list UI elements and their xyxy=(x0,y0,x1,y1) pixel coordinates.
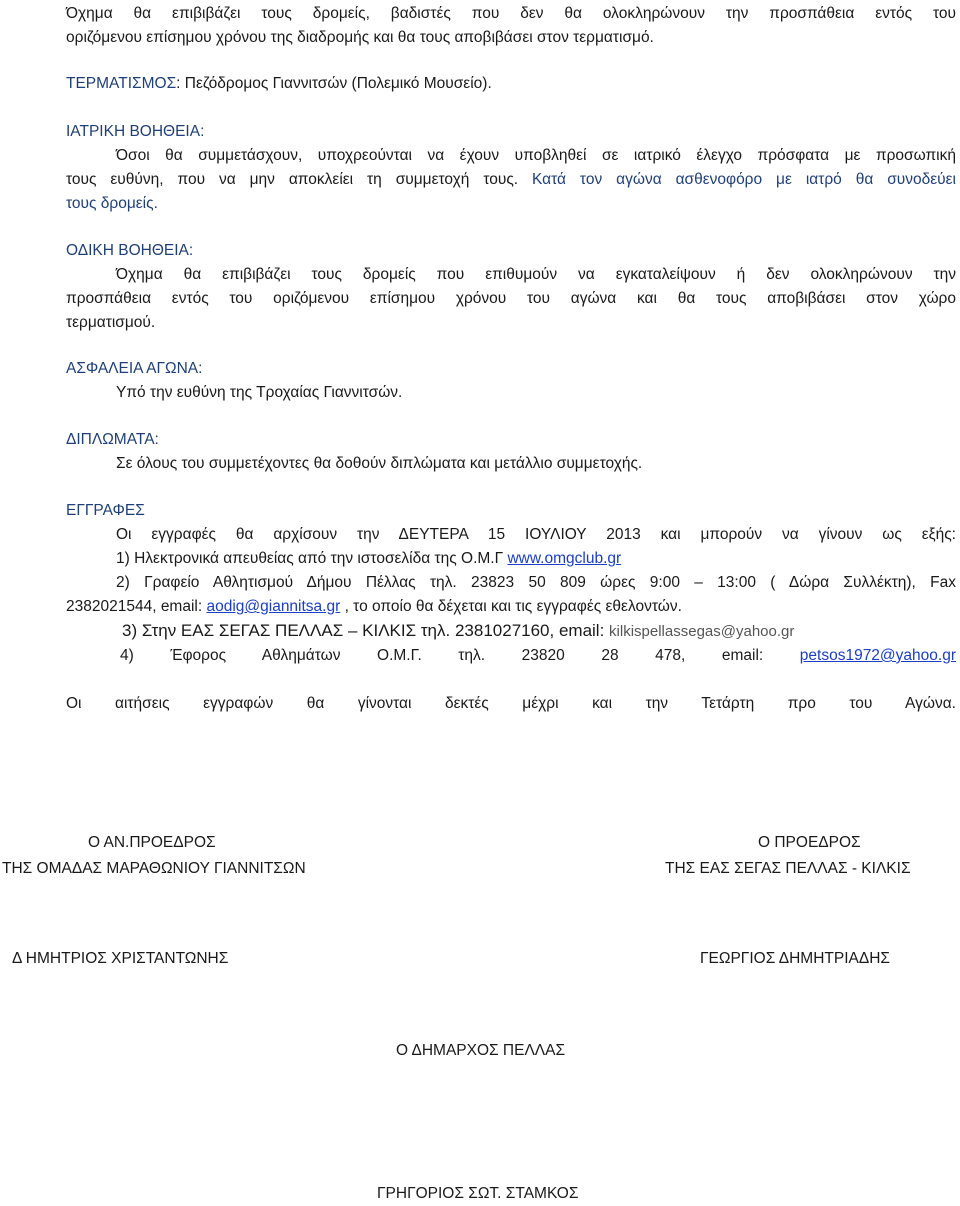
finish-heading: ΤΕΡΜΑΤΙΣΜΟΣ xyxy=(66,75,177,92)
medical-line-2 xyxy=(66,168,956,192)
registration-item-4 xyxy=(66,644,956,668)
finish-line-section xyxy=(66,72,956,96)
petsos-email-link[interactable]: petsos1972@yahoo.gr xyxy=(799,647,956,664)
medical-line-2a: τους ευθύνη, που να μην αποκλείει τη συμμετοχή τους. xyxy=(66,171,533,188)
right-signatory-org: ΤΗΣ ΕΑΣ ΣΕΓΑΣ ΠΕΛΛΑΣ - ΚΙΛΚΙΣ xyxy=(665,860,911,877)
registration-line-1: Οι εγγραφές θα αρχίσουν την ΔΕΥΤΕΡΑ 15 ΙΟΥΛΙΟΥ 2013 και μπορούν να γίνουν ως εξής: xyxy=(116,526,956,543)
finish-text: : Πεζόδρομος Γιαννιτσών (Πολεμικό Μουσείο). xyxy=(176,75,492,92)
intro-line-2: οριζόμενου επίσημου χρόνου της διαδρομής και θα τους αποβιβάσει στον τερματισμό. xyxy=(66,29,654,46)
right-signatory-title: Ο ΠΡΟΕΔΡΟΣ xyxy=(758,834,861,851)
road-line-2: προσπάθεια εντός του οριζόμενου επίσημου χρόνου του αγώνα και θα τους αποβιβάσει στον χώρο xyxy=(66,290,956,307)
medical-section xyxy=(66,120,956,216)
registration-item-2-fax: 2382021544, email: xyxy=(66,598,207,615)
road-line-3: τερματισμού. xyxy=(66,314,156,331)
medical-line-3: τους δρομείς. xyxy=(66,195,158,212)
omgclub-link[interactable]: www.omgclub.gr xyxy=(507,550,622,567)
medical-heading: ΙΑΤΡΙΚΗ ΒΟΗΘΕΙΑ: xyxy=(66,123,205,140)
registration-item-2-line-2 xyxy=(66,595,956,619)
diplomas-heading: ΔΙΠΛΩΜΑΤΑ: xyxy=(66,431,159,448)
road-heading: ΟΔΙΚΗ ΒΟΗΘΕΙΑ: xyxy=(66,242,194,259)
intro-paragraph xyxy=(66,2,956,50)
intro-line-1: Όχημα θα επιβιβάζει τους δρομείς, βαδιστές που δεν θα ολοκληρώνουν την προσπάθεια εντός του xyxy=(66,5,956,22)
medical-line-1: Όσοι θα συμμετάσχουν, υποχρεούνται να έχουν υποβληθεί σε ιατρικό έλεγχο πρόσφατα με προσωπική xyxy=(116,147,956,164)
diplomas-text: Σε όλους του συμμετέχοντες θα δοθούν διπλώματα και μετάλλιο συμμετοχής. xyxy=(116,455,643,472)
kilkis-email: kilkispellassegas@yahoo.gr xyxy=(609,623,795,640)
registration-heading: ΕΓΓΡΑΦΕΣ xyxy=(66,502,145,519)
registration-item-2-tail: , το οποίο θα δέχεται και τις εγγραφές εθελοντών. xyxy=(340,598,682,615)
registration-item-4-text: 4) Έφορος Αθλημάτων Ο.Μ.Γ. τηλ. 23820 28 478, email: xyxy=(120,647,800,664)
diplomas-section xyxy=(66,428,956,476)
registration-item-3 xyxy=(66,619,956,644)
road-line-1: Όχημα θα επιβιβάζει τους δρομείς που επιθυμούν να εγκαταλείψουν ή δεν ολοκληρώνουν την xyxy=(116,266,956,283)
registration-item-2-line-1: 2) Γραφείο Αθλητισμού Δήμου Πέλλας τηλ. 23823 50 809 ώρες 9:00 – 13:00 ( Δώρα Συλλέκτη), Fax xyxy=(116,574,956,591)
registration-item-3-text: 3) Στην ΕΑΣ ΣΕΓΑΣ ΠΕΛΛΑΣ – ΚΙΛΚΙΣ τηλ. 2381027160, email: xyxy=(122,621,610,640)
registration-section xyxy=(66,499,956,668)
mayor-title: Ο ΔΗΜΑΡΧΟΣ ΠΕΛΛΑΣ xyxy=(396,1042,566,1059)
registration-item-1-text: 1) Ηλεκτρονικά απευθείας από την ιστοσελίδα της Ο.Μ.Γ xyxy=(116,550,508,567)
left-signatory-title: Ο ΑΝ.ΠΡΟΕΔΡΟΣ xyxy=(88,834,216,851)
registration-item-1 xyxy=(66,547,956,571)
medical-line-2b: Κατά τον αγώνα ασθενοφόρο με ιατρό θα συνοδεύει xyxy=(532,171,956,188)
right-signatory-name: ΓΕΩΡΓΙΟΣ ΔΗΜΗΤΡΙΑΔΗΣ xyxy=(700,950,890,967)
aodig-email-link[interactable]: aodig@giannitsa.gr xyxy=(206,598,341,615)
left-signatory-name: Δ ΗΜΗΤΡΙΟΣ ΧΡΙΣΤΑΝΤΩΝΗΣ xyxy=(12,950,229,967)
safety-text: Υπό την ευθύνη της Τροχαίας Γιαννιτσών. xyxy=(116,384,403,401)
safety-heading: ΑΣΦΑΛΕΙΑ ΑΓΩΝΑ: xyxy=(66,360,203,377)
deadline-text: Οι αιτήσεις εγγραφών θα γίνονται δεκτές μέχρι και την Τετάρτη προ του Αγώνα. xyxy=(66,695,956,712)
road-assistance-section xyxy=(66,239,956,335)
mayor-name: ΓΡΗΓΟΡΙΟΣ ΣΩΤ. ΣΤΑΜΚΟΣ xyxy=(377,1185,579,1202)
safety-section xyxy=(66,357,956,405)
left-signatory-org: ΤΗΣ ΟΜΑΔΑΣ ΜΑΡΑΘΩΝΙΟΥ ΓΙΑΝΝΙΤΣΩΝ xyxy=(2,860,306,877)
